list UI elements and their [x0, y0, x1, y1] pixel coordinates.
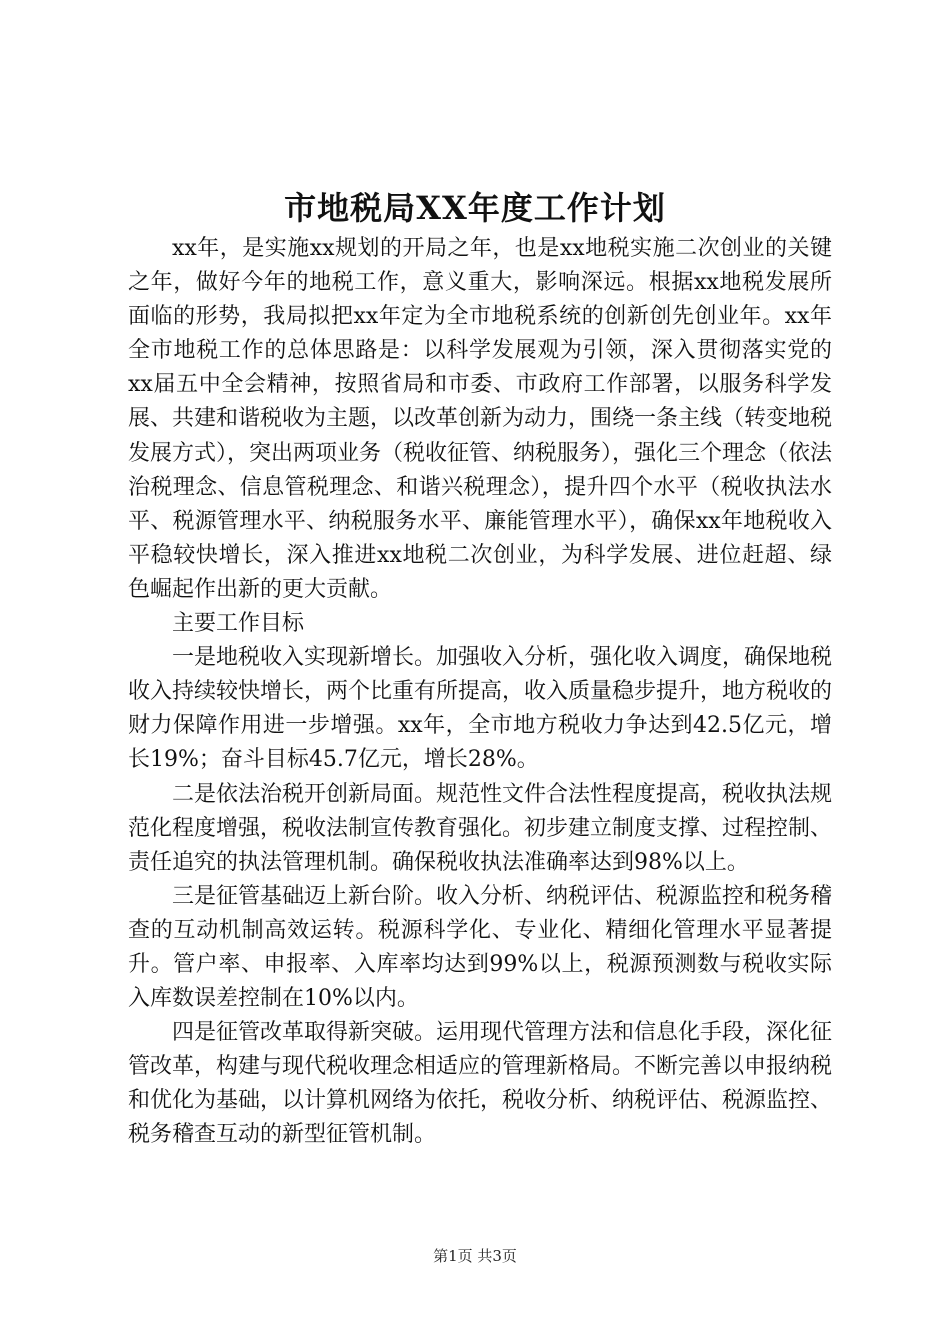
paragraph-goal-4: 四是征管改革取得新突破。运用现代管理方法和信息化手段，深化征管改革，构建与现代税收理念相适应的管理新格局。不断完善以申报纳税和优化为基础，以计算机网络为依托，税收分析、纳税评估、税源监控、税务稽查互动的新型征管机制。 [128, 1020, 833, 1148]
page-number-footer: 第1页 共3页 [433, 1247, 517, 1265]
paragraph-goal-1: 一是地税收入实现新增长。加强收入分析，强化收入调度，确保地税收入持续较快增长，两个比重有所提高，收入质量稳步提升，地方税收的财力保障作用进一步增强。xx年，全市地方税收力争达到42.5亿元，增长19%；奋斗目标45.7亿元，增长28%。 [128, 645, 833, 773]
document-title: 市地税局XX年度工作计划 [284, 189, 666, 227]
section-heading-goals: 主要工作目标 [172, 611, 305, 637]
paragraph-intro: xx年，是实施xx规划的开局之年，也是xx地税实施二次创业的关键之年，做好今年的地税工作，意义重大，影响深远。根据xx地税发展所面临的形势，我局拟把xx年定为全市地税系统的创新创先创业年。xx年全市地税工作的总体思路是：以科学发展观为引领，深入贯彻落实党的xx届五中全会精神，按照省局和市委、市政府工作部署，以服务科学发展、共建和谐税收为主题，以改革创新为动力，围绕一条主线（转变地税发展方式），突出两项业务（税收征管、纳税服务），强化三个理念（依法治税理念、信息管税理念、和谐兴税理念），提升四个水平（税收执法水平、税源管理水平、纳税服务水平、廉能管理水平），确保xx年地税收入平稳较快增长，深入推进xx地税二次创业，为科学发展、进位赶超、绿色崛起作出新的更大贡献。 [128, 236, 833, 602]
paragraph-goal-2: 二是依法治税开创新局面。规范性文件合法性程度提高，税收执法规范化程度增强，税收法制宣传教育强化。初步建立制度支撑、过程控制、责任追究的执法管理机制。确保税收执法准确率达到98%以上。 [128, 781, 833, 875]
paragraph-goal-3: 三是征管基础迈上新台阶。收入分析、纳税评估、税源监控和税务稽查的互动机制高效运转。税源科学化、专业化、精细化管理水平显著提升。管户率、申报率、入库率均达到99%以上，税源预测数与税收实际入库数误差控制在10%以内。 [128, 883, 833, 1012]
document-body [128, 232, 832, 1153]
